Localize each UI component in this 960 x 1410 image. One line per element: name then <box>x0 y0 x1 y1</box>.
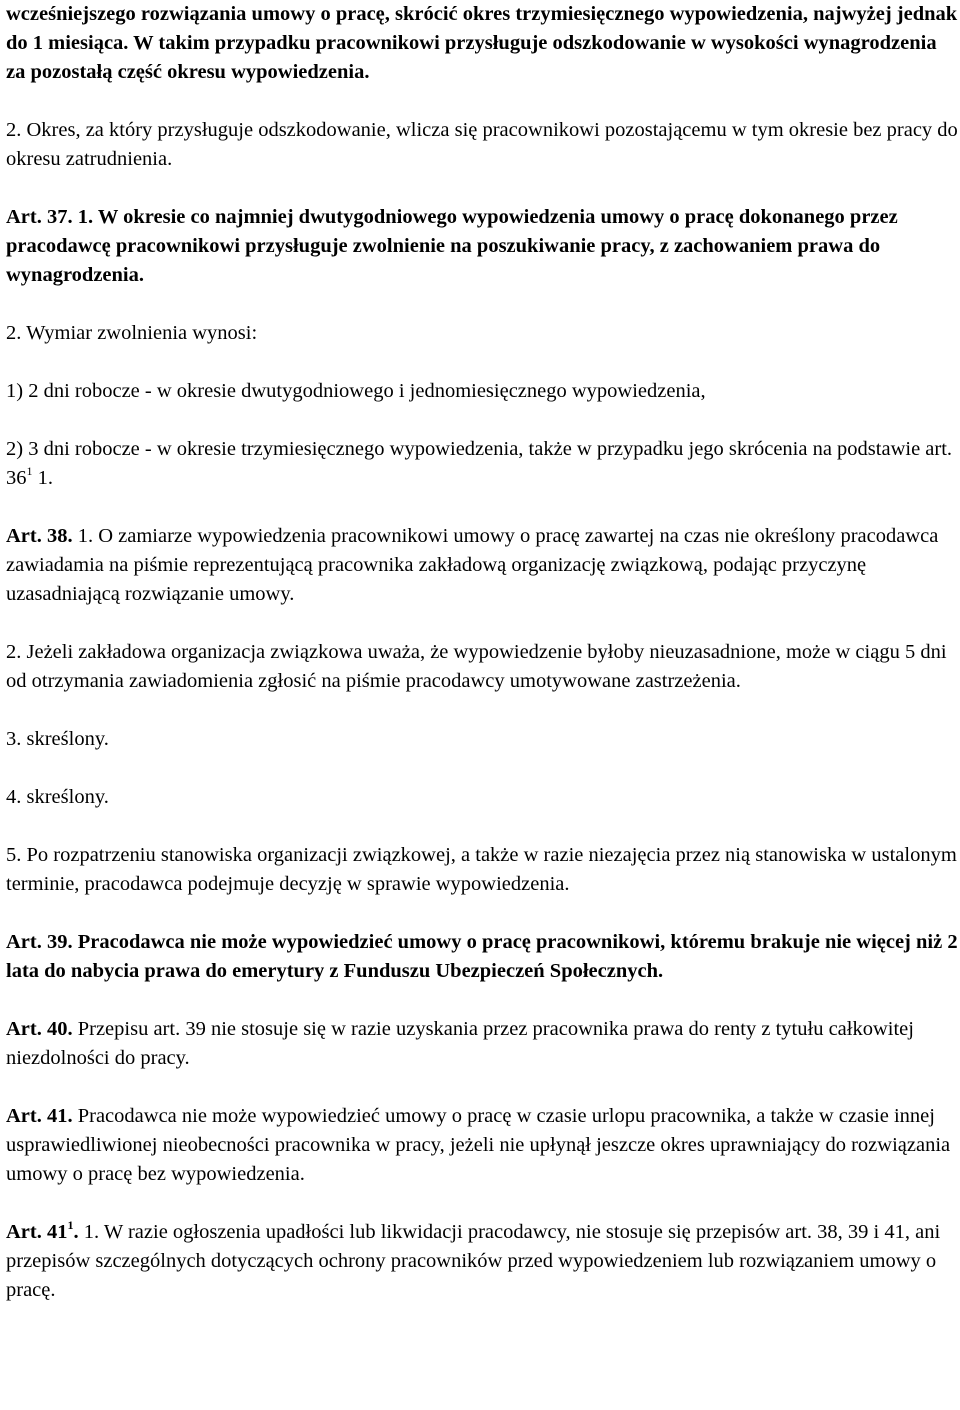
text-run: Art. 39. Pracodawca nie może wypowiedzieć umowy o pracę pracownikowi, któremu brakuje nie więcej niż 2 lata do nabycia prawa do emerytury z Funduszu Ubezpieczeń Społecznych. <box>6 931 958 982</box>
paragraph-art37-2-item2 <box>6 435 958 493</box>
paragraph-art40 <box>6 1015 958 1073</box>
text-run: Pracodawca nie może wypowiedzieć umowy o pracę w czasie urlopu pracownika, a także w czasie innej usprawiedliwionej nieobecności pracownika w pracy, jeżeli nie upłynął jeszcze okres uprawniający do rozwiązania umowy o pracę bez wypowiedzenia. <box>6 1105 951 1185</box>
article-heading: Art. 40. <box>6 1018 73 1040</box>
article-heading: Art. 38. <box>6 525 73 547</box>
text-run: 1. <box>32 467 53 489</box>
paragraph-art36-1-continued <box>6 0 958 87</box>
paragraph-art39 <box>6 928 958 986</box>
superscript: 1 <box>26 464 33 478</box>
paragraph-art37-2-item1 <box>6 377 958 406</box>
superscript: 1 <box>67 1218 74 1232</box>
text-run: 2. Wymiar zwolnienia wynosi: <box>6 322 258 344</box>
text-run: 5. Po rozpatrzeniu stanowiska organizacji związkowej, a także w razie niezajęcia przez nią stanowiska w ustalonym terminie, pracodawca podejmuje decyzję w sprawie wypowiedzenia. <box>6 844 957 895</box>
text-run: 2) 3 dni robocze - w okresie trzymiesięcznego wypowiedzenia, także w przypadku jego skrócenia na podstawie art. 36 <box>6 438 953 489</box>
paragraph-art38-5 <box>6 841 958 899</box>
paragraph-art37-2 <box>6 319 958 348</box>
text-run: 2. Okres, za który przysługuje odszkodowanie, wlicza się pracownikowi pozostającemu w tym okresie bez pracy do okresu zatrudnienia. <box>6 119 958 170</box>
paragraph-art41-1 <box>6 1218 958 1305</box>
text-run: Art. 37. 1. W okresie co najmniej dwutygodniowego wypowiedzenia umowy o pracę dokonanego przez pracodawcę pracownikowi przysługuje zwolnienie na poszukiwanie pracy, z zachowaniem prawa do wynagrodzenia. <box>6 206 898 286</box>
paragraph-art38-2 <box>6 638 958 696</box>
paragraph-art38-3 <box>6 725 958 754</box>
text-run: 3. skreślony. <box>6 728 109 750</box>
text-run: 1. W razie ogłoszenia upadłości lub likwidacji pracodawcy, nie stosuje się przepisów art. 38, 39 i 41, ani przepisów szczególnych dotyczących ochrony pracowników przed wypowiedzeniem lub rozwiązaniem umowy o pracę. <box>6 1221 941 1301</box>
article-heading: Art. 41. <box>6 1105 73 1127</box>
document-page <box>6 0 958 1305</box>
text-run: 1) 2 dni robocze - w okresie dwutygodniowego i jednomiesięcznego wypowiedzenia, <box>6 380 706 402</box>
text-run: 1. O zamiarze wypowiedzenia pracownikowi umowy o pracę zawartej na czas nie określony pracodawca zawiadamia na piśmie reprezentującą pracownika zakładową organizację związkową, podając przyczynę uzasadniającą rozwiązanie umowy. <box>6 525 939 605</box>
text-run: Przepisu art. 39 nie stosuje się w razie uzyskania przez pracownika prawa do renty z tytułu całkowitej niezdolności do pracy. <box>6 1018 914 1069</box>
paragraph-art38-4 <box>6 783 958 812</box>
article-heading: Art. 41 <box>6 1221 68 1243</box>
text-run: 4. skreślony. <box>6 786 109 808</box>
text-run: 2. Jeżeli zakładowa organizacja związkowa uważa, że wypowiedzenie byłoby nieuzasadnione, może w ciągu 5 dni od otrzymania zawiadomienia zgłosić na piśmie pracodawcy umotywowane zastrzeżenia. <box>6 641 947 692</box>
paragraph-art37-1 <box>6 203 958 290</box>
paragraph-art38-1 <box>6 522 958 609</box>
paragraph-art36-2 <box>6 116 958 174</box>
article-heading-dot: . <box>73 1221 79 1243</box>
text-run: wcześniejszego rozwiązania umowy o pracę, skrócić okres trzymiesięcznego wypowiedzenia, najwyżej jednak do 1 miesiąca. W takim przypadku pracownikowi przysługuje odszkodowanie w wysokości wynagrodzenia za pozostałą część okresu wypowiedzenia. <box>6 3 958 83</box>
paragraph-art41 <box>6 1102 958 1189</box>
